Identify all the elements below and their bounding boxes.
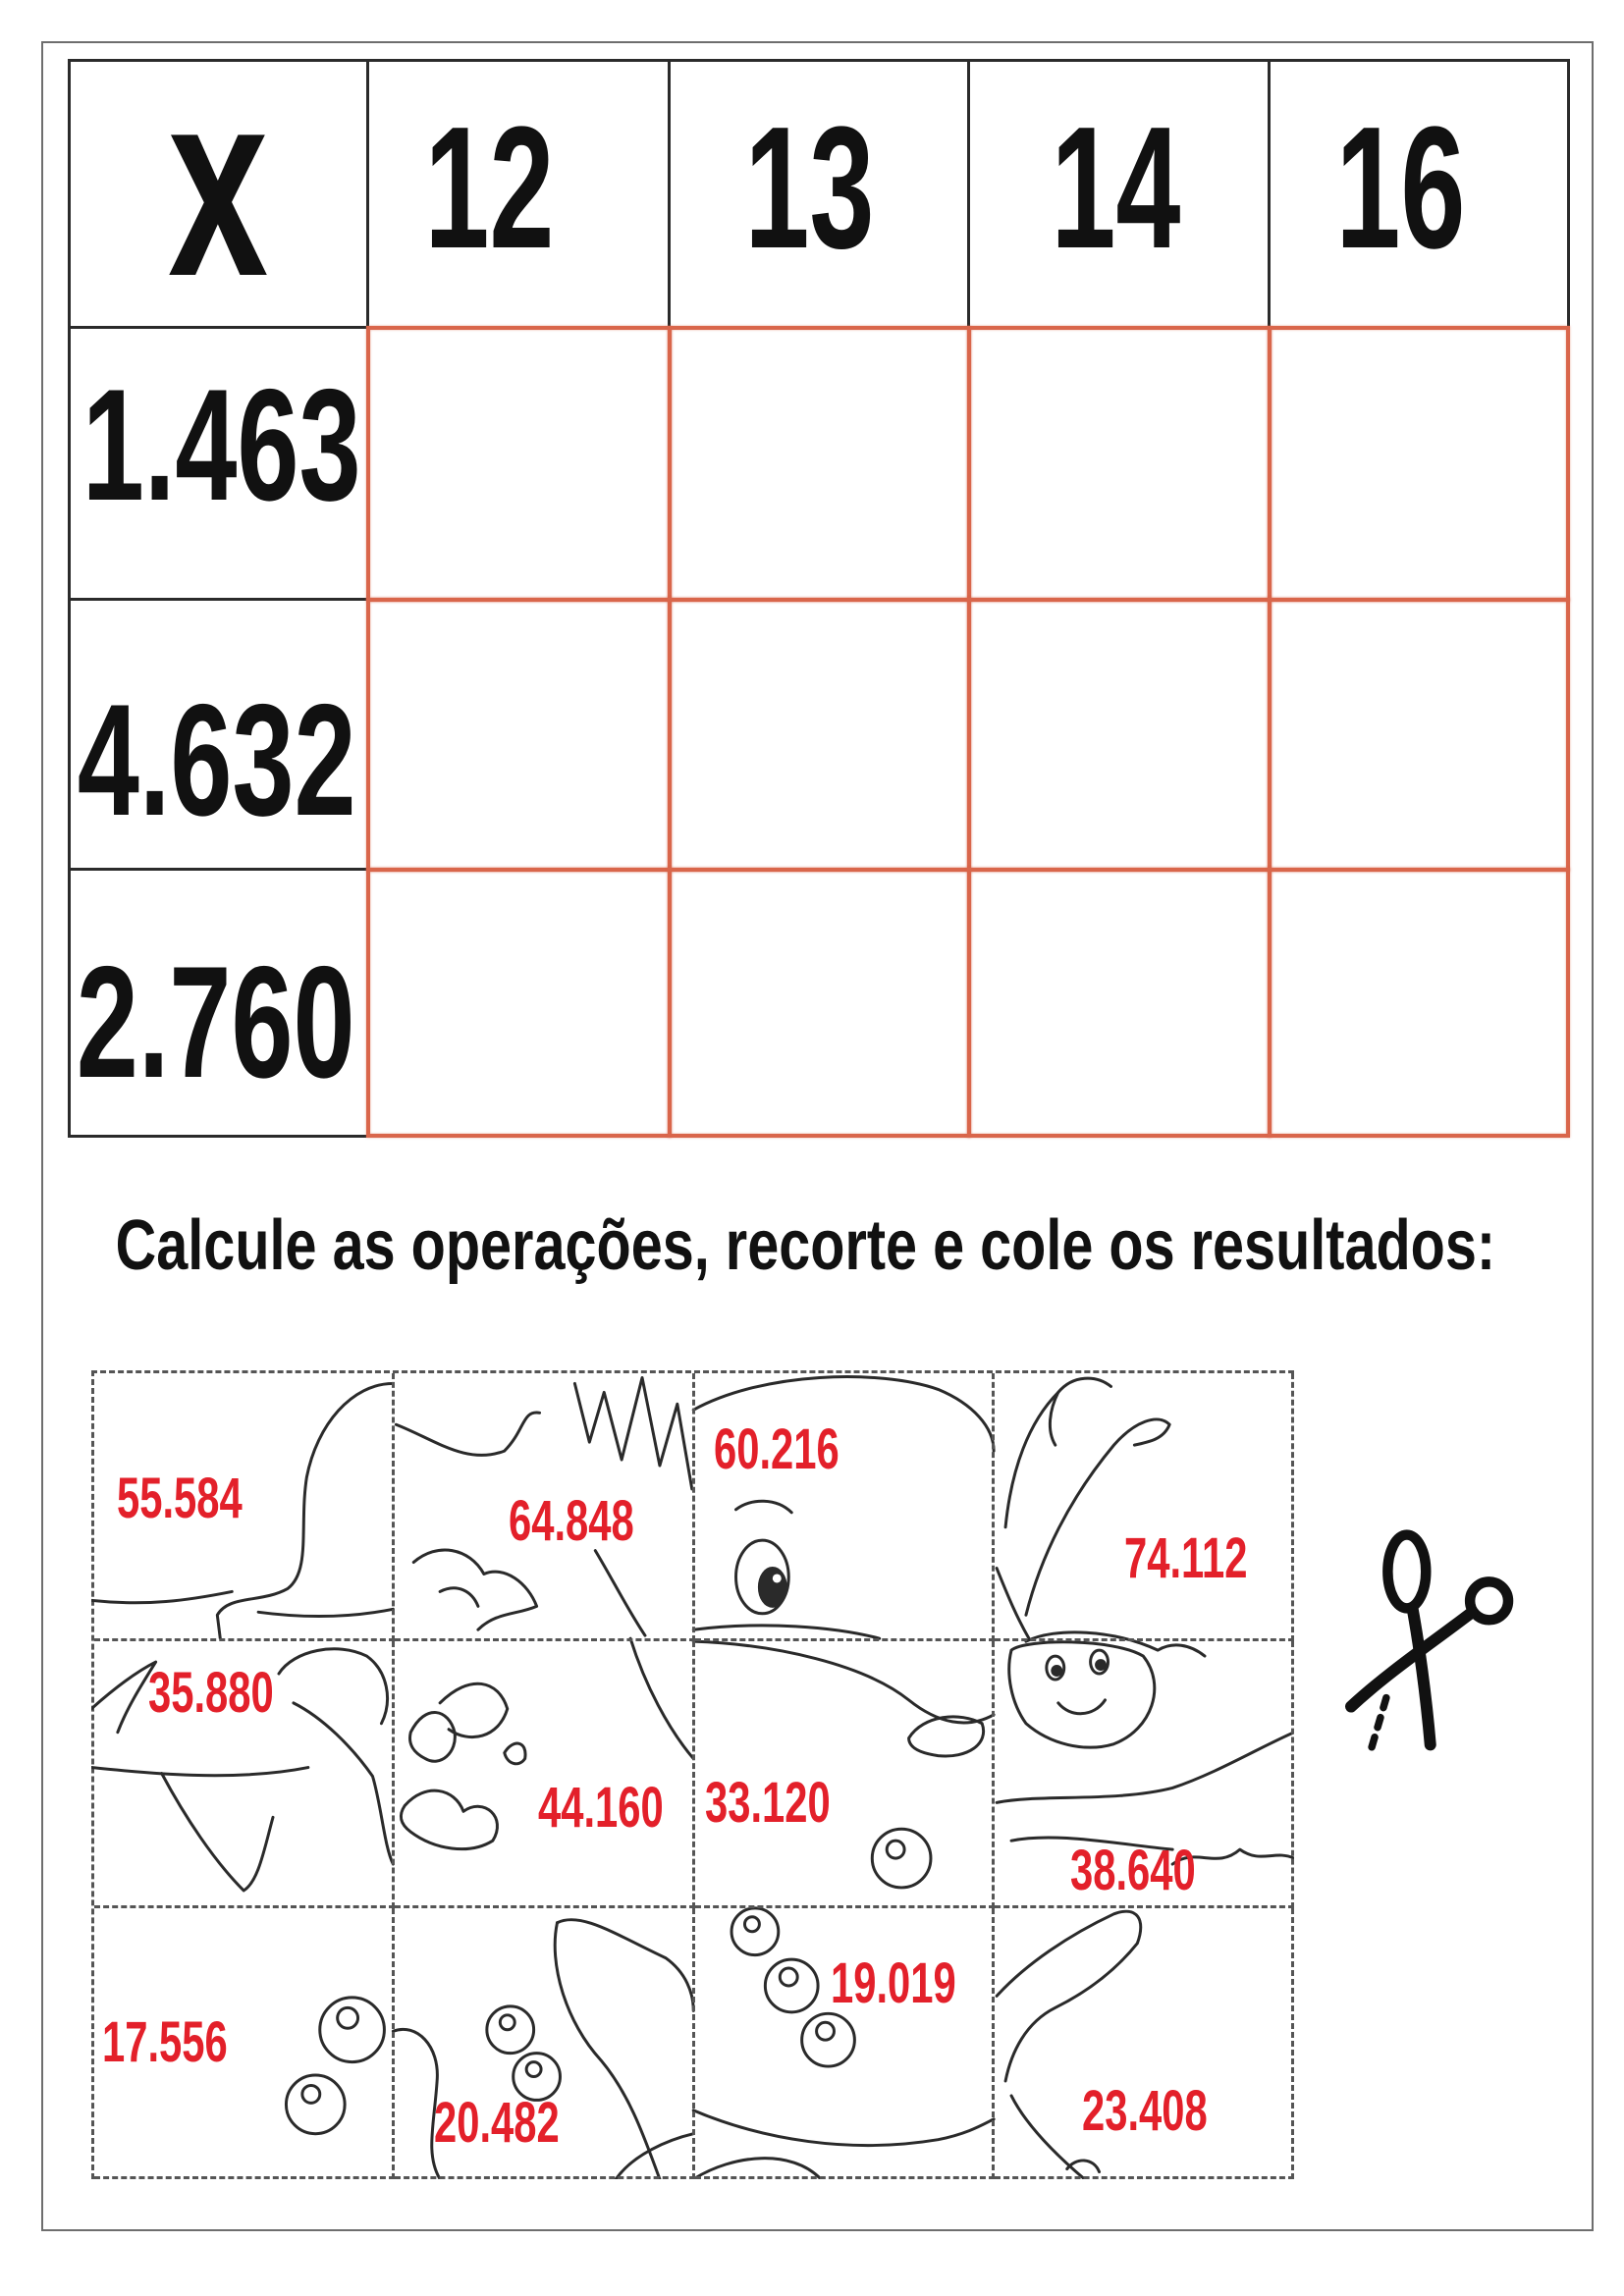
result-value: 44.160 (538, 1776, 664, 1840)
answer-cell (1268, 868, 1570, 1138)
puzzle-piece (94, 1641, 395, 1908)
result-value: 20.482 (434, 2091, 560, 2155)
answer-cell (967, 868, 1272, 1138)
answer-cell (967, 598, 1272, 872)
result-value: 74.112 (1124, 1526, 1248, 1590)
multiplier-header (668, 59, 970, 329)
multiplicand-label (68, 326, 369, 601)
scissors-icon (1345, 1524, 1514, 1752)
multiplication-sign: x (168, 59, 269, 329)
answer-cell (366, 598, 672, 872)
answer-cell (366, 326, 672, 602)
result-value: 38.640 (1070, 1839, 1196, 1902)
puzzle-piece (94, 1373, 395, 1641)
result-value: 60.216 (714, 1417, 839, 1481)
multiplicand-value: 2.760 (76, 933, 355, 1111)
multiplier-value: 12 (424, 90, 554, 285)
puzzle-piece (695, 1373, 995, 1641)
answer-cell (668, 868, 971, 1138)
puzzle-piece (695, 1908, 995, 2179)
result-value: 19.019 (831, 1951, 956, 2015)
result-value: 33.120 (705, 1771, 831, 1835)
operator-cell (68, 59, 369, 329)
answer-cell (668, 326, 971, 602)
result-value: 17.556 (102, 2010, 228, 2074)
multiplicand-value: 1.463 (81, 356, 361, 534)
result-value: 35.880 (148, 1661, 274, 1725)
multiplier-header (967, 59, 1271, 329)
puzzle-piece (94, 1908, 395, 2179)
answer-cell (668, 598, 971, 872)
puzzle-piece (395, 1908, 695, 2179)
result-value: 23.408 (1082, 2079, 1208, 2143)
multiplier-header (366, 59, 671, 329)
cut-out-puzzle (91, 1370, 1294, 2179)
multiplicand-value: 4.632 (77, 671, 356, 849)
answer-cell (1268, 598, 1570, 872)
puzzle-piece (695, 1641, 995, 1908)
puzzle-piece (995, 1373, 1294, 1641)
answer-cell (1268, 326, 1570, 602)
result-value: 55.584 (117, 1467, 243, 1530)
multiplier-value: 13 (744, 90, 874, 285)
result-value: 64.848 (509, 1489, 634, 1553)
multiplier-value: 16 (1335, 90, 1465, 285)
instruction-text: Calcule as operações, recorte e cole os resultados: (115, 1210, 1495, 1285)
multiplier-value: 14 (1051, 90, 1181, 285)
puzzle-piece (995, 1908, 1294, 2179)
puzzle-piece (395, 1641, 695, 1908)
multiplier-header (1268, 59, 1570, 329)
multiplicand-label (68, 868, 369, 1138)
puzzle-piece (995, 1641, 1294, 1908)
multiplicand-label (68, 598, 369, 871)
answer-cell (366, 868, 672, 1138)
puzzle-piece (395, 1373, 695, 1641)
instruction-line (0, 1210, 1624, 1289)
answer-cell (967, 326, 1272, 602)
